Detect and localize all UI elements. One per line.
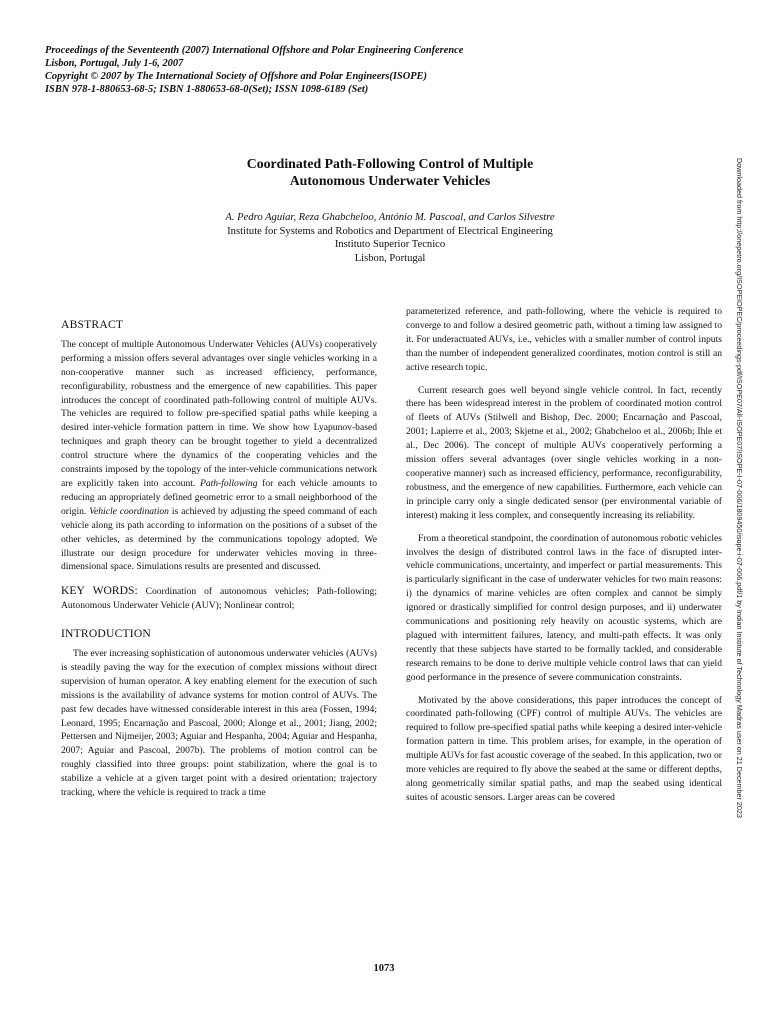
affiliation-location: Lisbon, Portugal bbox=[354, 252, 426, 264]
header-line-location: Lisbon, Portugal, July 1-6, 2007 bbox=[45, 58, 184, 69]
abstract-text: The concept of multiple Autonomous Underwater Vehicles (AUVs) cooperatively performing a mission offers several advantages over single vehicles working in a non-cooperative manner such as increased efficiency, performance, reconfigurability, robustness and the emergence of new capabilities. This paper introduces the concept of coordinated path-following control of multiple AUVs. The vehicles are required to follow pre-specified spatial paths while keeping a desired inter-vehicle formation pattern in time. We show how Lyapunov-based techniques and graph theory can be brought together to yield a decentralized control structure where the dynamics of the cooperating vehicles and the constraints imposed by the topology of the inter-vehicle communications network are explicitly taken into account. Path-following for each vehicle amounts to reducing an appropriately defined geometric error to a small neighborhood of the origin. Vehicle coordination is achieved by adjusting the speed command of each vehicle along its path according to information on the positions of a subset of the other vehicles, as determined by the communications topology adopted. We illustrate our design procedure for underwater vehicles moving in three-dimensional space. Simulations results are presented and discussed. bbox=[61, 338, 378, 573]
page-number: 1073 bbox=[373, 963, 395, 974]
right-column bbox=[406, 305, 722, 805]
introduction-heading: INTRODUCTION bbox=[61, 627, 151, 641]
keywords-text: Coordination of autonomous vehicles; Path-following; Autonomous Underwater Vehicle (AUV); Nonlinear control; bbox=[61, 586, 377, 612]
abstract-heading: ABSTRACT bbox=[61, 318, 124, 331]
proceedings-header bbox=[45, 44, 645, 96]
right-paragraph-1: parameterized reference, and path-following, where the vehicle is required to converge to and follow a desired geometric path, without a timing law assigned to it. For underactuated AUVs, i.e., vehicles with a smaller number of control inputs than the number of independent generalized coordinates, motion control is still an active research topic. bbox=[406, 306, 722, 373]
right-paragraph-4: Motivated by the above considerations, this paper introduces the concept of coordinated path-following (CPF) control of multiple AUVs. The vehicles are required to follow pre-specified spatial paths while keeping a desired inter-vehicle formation pattern in time. This problem arises, for example, in the operation of multiple AUVs for fast acoustic coverage of the seabed. In this application, two or more vehicles are required to fly above the seabed at the same or different depths, along geometrically similar spatial paths, and map the seabed using identical suites of acoustic sensors. Larger areas can be covered bbox=[406, 694, 722, 803]
title-line-2: Autonomous Underwater Vehicles bbox=[289, 173, 491, 188]
header-line-isbn: ISBN 978-1-880653-68-5; ISBN 1-880653-68-0(Set); ISSN 1098-6189 (Set) bbox=[45, 84, 369, 95]
header-line-conference: Proceedings of the Seventeenth (2007) International Offshore and Polar Engineering Conference bbox=[45, 45, 464, 56]
paper-title bbox=[90, 155, 690, 189]
introduction-paragraph-1: The ever increasing sophistication of autonomous underwater vehicles (AUVs) is steadily paving the way for the execution of complex missions without direct supervision of human operator. A key enabling element for the execution of such missions is the availability of advance systems for motion control of AUVs. The past few decades have witnessed considerable interest in this area (Fossen, 1994; Leonard, 1995; Encarnação and Pascoal, 2000; Alonge et al., 2001; Jiang, 2002; Pettersen and Nijmeijer, 2003; Aguiar and Hespanha, 2004; Aguiar and Hespanha, 2007; Aguiar and Pascoal, 2007b). The problems of motion control can be roughly classified into three groups: point stabilization, where the goal is to stabilize a vehicle at a given target point with a desired orientation; trajectory tracking, where the vehicle is required to track a time bbox=[61, 648, 377, 799]
affiliation-line-2: Instituto Superior Tecnico bbox=[334, 239, 446, 250]
keywords-heading: KEY WORDS: bbox=[61, 584, 138, 598]
left-column bbox=[61, 318, 377, 800]
affiliation-line-1: Institute for Systems and Robotics and Department of Electrical Engineering bbox=[227, 225, 553, 237]
author-block bbox=[90, 211, 690, 265]
keywords-paragraph bbox=[61, 584, 377, 613]
author-names: A. Pedro Aguiar, Reza Ghabcheloo, António M. Pascoal, and Carlos Silvestre bbox=[225, 212, 555, 223]
right-paragraph-2: Current research goes well beyond single vehicle control. In fact, recently there has been widespread interest in the problem of coordinated motion control of fleets of AUVs (Stilwell and Bishop, Dec. 2000; Encarnação and Pascoal, 2001; Lapierre et al., 2003; Skjetne et al., 2002; Ghabcheloo et al., 2006b; Ihle et al., Dec 2006). The concept of multiple AUVs cooperatively performing a mission offers several advantages (over single vehicles working in a non-cooperative manner) such as increased efficiency, performance, reconfigurability, robustness, and the emergence of new capabilities. Furthermore, each vehicle can in principle carry only a single dedicated sensor (per environmental variable of interest) making it less complex, and consequently increasing its reliability. bbox=[406, 384, 722, 521]
download-watermark: Downloaded from http://onepetro.org/ISOPEIOPEC/proceedings-pdf/ISOPE07/All-ISOPE07/ISOPE-I-07-006/1809450/isope-i-07-006.pdf/1 by Indian Institute of Technology Madras user on 21 December 2023 bbox=[735, 158, 744, 818]
header-line-copyright: Copyright © 2007 by The International Society of Offshore and Polar Engineers(ISOPE) bbox=[45, 71, 427, 82]
right-paragraph-3: From a theoretical standpoint, the coordination of autonomous robotic vehicles involves the design of distributed control laws in the face of disrupted inter-vehicle communications, uncertainty, and imperfect or partial measurements. This is particularly significant in the case of underwater vehicles for two main reasons: i) the dynamics of marine vehicles are often complex and cannot be simply ignored or drastically simplified for control design purposes, and ii) underwater communications and positioning rely heavily on acoustic systems, which are plagued with intermittent failures, latency, and multi-path effects. It was only recently that these subjects have started to be formally tackled, and considerable research remains to be done to derive multiple vehicle control laws that can yield good performance in the presence of severe communication constraints. bbox=[406, 532, 722, 683]
title-line-1: Coordinated Path-Following Control of Multiple bbox=[246, 156, 534, 171]
